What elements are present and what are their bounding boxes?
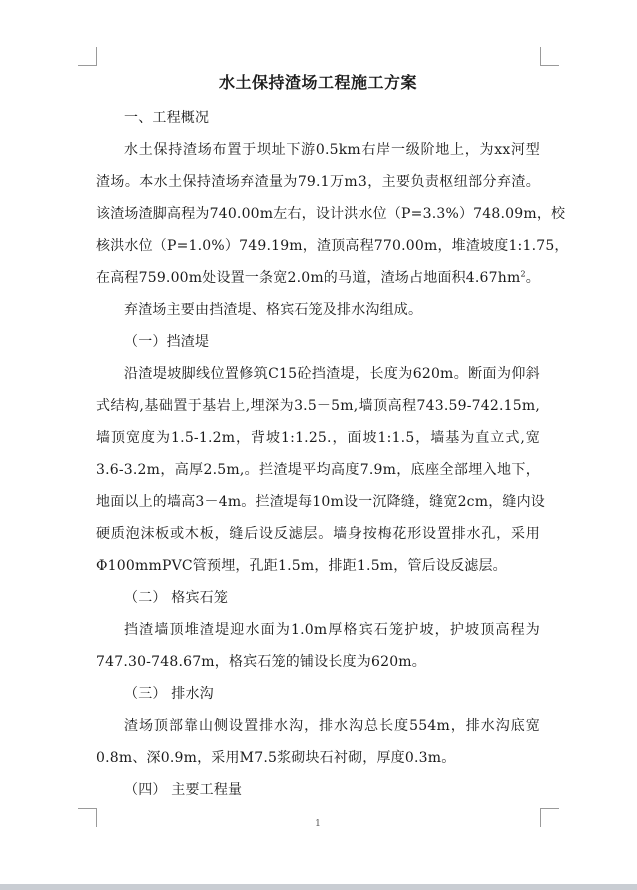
paragraph-line: 3.6-3.2m，高厚2.5m,。拦渣堤平均高度7.9m，底座全部埋入地下， (96, 462, 540, 478)
paragraph-line: Φ100mmPVC管预埋，孔距1.5m，排距1.5m，管后设反滤层。 (96, 558, 507, 574)
subheading-retaining-wall: （一）挡渣堤 (124, 334, 210, 350)
paragraph-line: 渣场。本水土保持渣场弃渣量为79.1万m3，主要负责枢纽部分弃渣。 (96, 174, 540, 190)
paragraph-line: 墙顶宽度为1.5-1.2m，背坡1:1.25.，面坡1:1.5，墙基为直立式,宽 (96, 430, 540, 446)
area-period: 。 (525, 270, 540, 286)
paragraph-line: 0.8m、深0.9m，采用M7.5浆砌块石衬砌，厚度0.3m。 (96, 750, 456, 766)
subheading-drainage: （三） 排水沟 (124, 686, 214, 702)
section-heading-overview: 一、工程概况 (124, 110, 210, 126)
corner-mark-bottom-right (540, 808, 559, 827)
paragraph-line: 硬质泡沫板或木板，缝后设反滤层。墙身按梅花形设置排水孔，采用 (96, 526, 540, 542)
paragraph-line-area (96, 267, 540, 287)
paragraph-line: 水土保持渣场布置于坝址下游0.5km右岸一级阶地上，为xx河型 (124, 142, 540, 158)
paragraph-line: 挡渣墙顶堆渣堤迎水面为1.0m厚格宾石笼护坡，护坡顶高程为 (124, 622, 540, 638)
paragraph-line: 渣场顶部靠山侧设置排水沟，排水沟总长度554m，排水沟底宽 (124, 718, 540, 734)
page-number: 1 (315, 819, 321, 829)
area-text: 在高程759.00m处设置一条宽2.0m的马道，渣场占地面积4.67hm (96, 270, 521, 286)
paragraph-line: 747.30-748.67m，格宾石笼的铺设长度为620m。 (96, 654, 426, 670)
paragraph-line: 式结构,基础置于基岩上,埋深为3.5－5m,墙顶高程743.59-742.15m, (96, 398, 540, 414)
viewer-bottom-edge (0, 884, 637, 890)
paragraph-line: 该渣场渣脚高程为740.00m左右，设计洪水位（P=3.3%）748.09m，校 (96, 206, 566, 222)
paragraph-line: 沿渣堤坡脚线位置修筑C15砼挡渣堤，长度为620m。断面为仰斜 (124, 366, 540, 382)
paragraph-line: 弃渣场主要由挡渣堤、格宾石笼及排水沟组成。 (124, 302, 423, 318)
corner-mark-top-left (78, 47, 97, 66)
paragraph-line: 核洪水位（P=1.0%）749.19m，渣顶高程770.00m，堆渣坡度1:1.75， (96, 238, 569, 254)
document-title: 水土保持渣场工程施工方案 (218, 73, 417, 92)
subheading-quantities: （四） 主要工程量 (124, 782, 243, 798)
corner-mark-bottom-left (78, 808, 97, 827)
corner-mark-top-right (540, 47, 559, 66)
subheading-gabion: （二） 格宾石笼 (124, 590, 229, 606)
area-superscript: 2 (520, 269, 526, 279)
paragraph-line: 地面以上的墙高3－4m。拦渣堤每10m设一沉降缝，缝宽2cm，缝内设 (96, 494, 546, 510)
